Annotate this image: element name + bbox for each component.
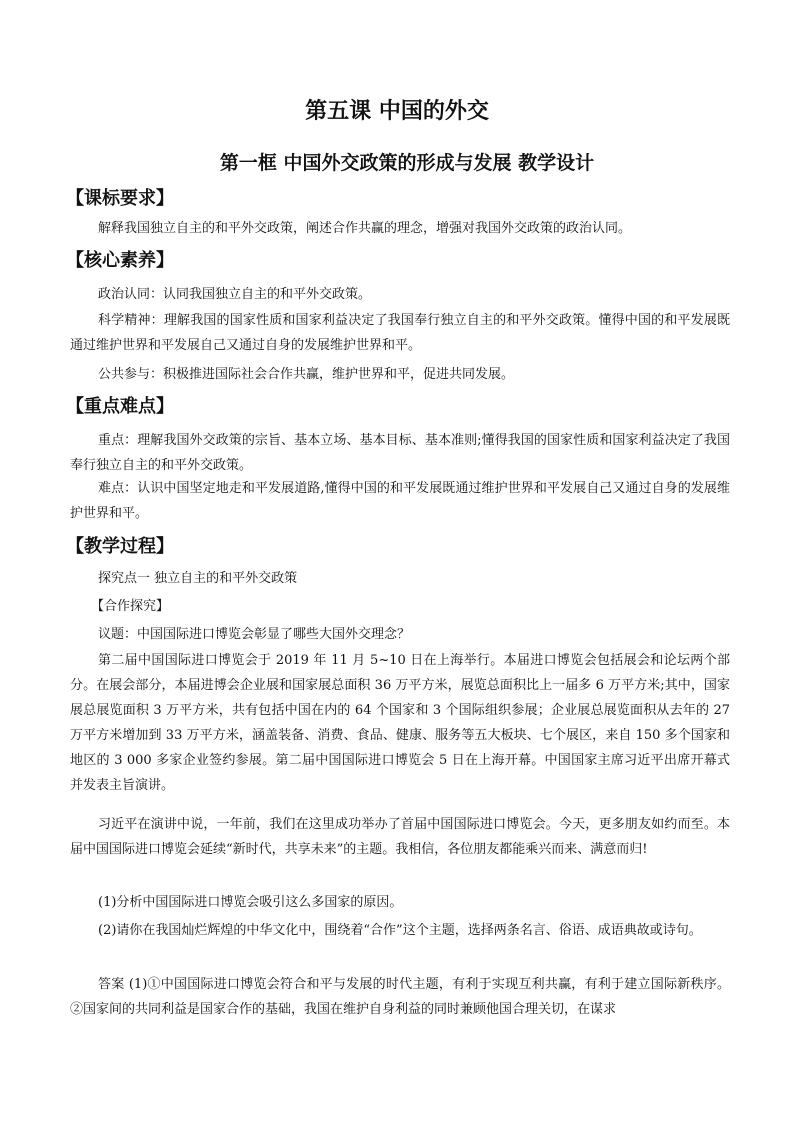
section-heading-keypoints: 【重点难点】 [66,396,174,417]
lesson-title: 第五课 中国的外交 [305,99,489,124]
material-paragraph-1: 第二届中国国际进口博览会于 2019 年 11 月 5~10 日在上海举行。本届进口博览会包括展会和论坛两个部分。在展会部分，本届进博会企业展和国家展总面积 36 万平方米，展览总面积比上一届多 6 万平方米;其中，国家展总展览面积 3 万平方米，共有包括中国在内的 64 个国家和 3 个国际组织参展；企业展总展览面积从去年的 27 万平方米增加到 33 万平方米，涵盖装备、消费、食品、健康、服务等五大板块、七个展区，来自 150 多个国家和地区的 3 000 多家企业签约参展。第二届中国国际进口博览会 5 日在上海开幕。中国国家主席习近平出席开幕式并发表主旨演讲。 [70,653,730,793]
cooperative-inquiry-label: 【合作探究】 [91,599,170,614]
keypoints-difficulty: 难点：认识中国坚定地走和平发展道路,懂得中国的和平发展既通过维护世界和平发展自己又通过自身的发展维护世界和平。 [70,481,730,521]
question-2: (2)请你在我国灿烂辉煌的中华文化中，围绕着“合作”这个主题，选择两条名言、俗语、成语典故或诗句。 [98,923,702,938]
topic-text: 议题：中国国际进口博览会彰显了哪些大国外交理念？ [98,627,411,642]
literacy-public: 公共参与：积极推进国际社会合作共赢，维护世界和平，促进共同发展。 [98,367,515,382]
literacy-political: 政治认同：认同我国独立自主的和平外交政策。 [98,287,372,302]
section-heading-process: 【教学过程】 [66,536,174,557]
material-paragraph-2: 习近平在演讲中说，一年前，我们在这里成功举办了首届中国国际进口博览会。今天，更多朋友如约而至。本届中国国际进口博览会延续“新时代，共享未来”的主题。我相信，各位朋友都能乘兴而来、满意而归! [70,817,730,857]
standards-text: 解释我国独立自主的和平外交政策，阐述合作共赢的理念，增强对我国外交政策的政治认同。 [98,221,632,236]
lesson-subtitle: 第一框 中国外交政策的形成与发展 教学设计 [219,152,595,174]
literacy-science: 科学精神：理解我国的国家性质和国家利益决定了我国奉行独立自主的和平外交政策。懂得中国的和平发展既通过维护世界和平发展自己又通过自身的发展维护世界和平。 [70,313,730,353]
section-heading-literacy: 【核心素养】 [66,250,174,271]
question-1: (1)分析中国国际进口博览会吸引这么多国家的原因。 [98,895,403,910]
answer-text: 答案 (1)①中国国际进口博览会符合和平与发展的时代主题，有利于实现互利共赢，有利于建立国际新秩序。②国家间的共同利益是国家合作的基础，我国在维护自身利益的同时兼顾他国合理关切，在谋求 [70,977,730,1017]
section-heading-standards: 【课标要求】 [66,188,174,209]
keypoints-focus: 重点：理解我国外交政策的宗旨、基本立场、基本目标、基本准则;懂得我国的国家性质和国家利益决定了我国奉行独立自主的和平外交政策。 [70,433,730,473]
inquiry-point: 探究点一 独立自主的和平外交政策 [98,571,298,586]
